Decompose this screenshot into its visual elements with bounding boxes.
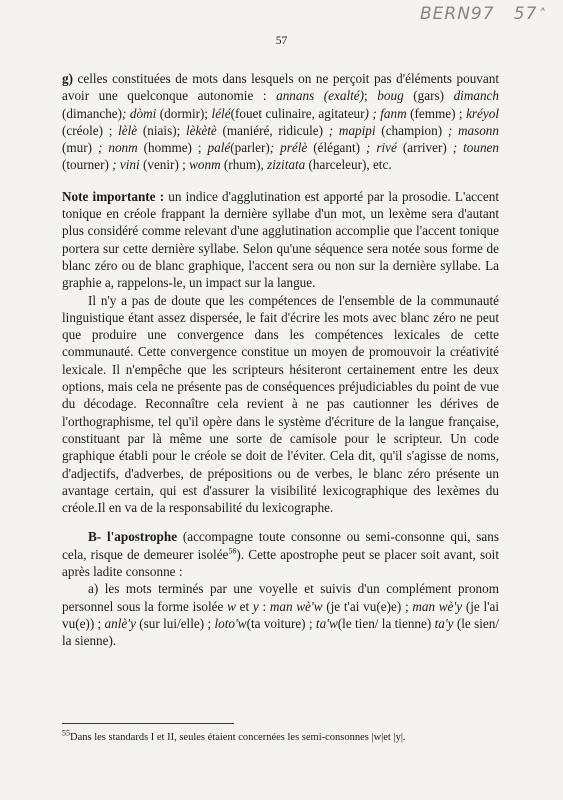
note-label: Note importante : — [62, 188, 165, 204]
note-paragraph — [62, 188, 499, 292]
item-label-g: g) — [62, 71, 73, 86]
archive-ref-code: BERN97 — [420, 4, 495, 24]
footnote-text: Dans les standards I et II, seules étaient concernées les semi-consonnes |w|et |y|. — [70, 732, 406, 743]
check-mark-icon: ˄ — [537, 7, 546, 23]
item-label-a: a) — [88, 581, 99, 597]
paragraph-doute: Il n'y a pas de doute que les compétences de l'ensemble de la communauté linguistique étant assez dispersée, le fait d'écrire les mots avec blanc zéro ne peut que produire une convergence dans les compétences lexicales de cette communauté. Cette convergence constitue un moyen de promouvoir la créativité lexicale. Il n'empêche que les scripteurs hésiteront certainement entre les deux options, mais cela ne présente pas de conséquences préjudiciables du point de vue du décodage. Reconnaître cela revient à ne pas cautionner les dérives de l'orthographisme, tel qu'il opère dans le système d'écriture de la langue française, constituant par là même une sorte de camisole pour le scripteur. Un code graphique établi pour le créole se doit de l'éviter. Cela dit, qu'il s'agisse de noms, d'adjectifs, d'adverbes, de prépositions ou de verbes, le blanc zéro présente un avantage certain, qui est d'assurer la visibilité lexicographique des lexèmes du créole.Il en va de la responsabilité du lexicographe. — [62, 292, 499, 516]
footnote-number: 55 — [62, 728, 70, 738]
page-number: 57 — [275, 35, 288, 47]
archive-reference — [420, 4, 563, 32]
section-b-title: B- l'apostrophe — [88, 529, 178, 545]
body-text — [62, 70, 499, 650]
paragraph-g: g) celles constituées de mots dans lesquels on ne perçoit pas d'éléments pouvant avoir une quelconque autonomie : annans (exalté); boug (gars) dimanch (dimanche); dòmi (dormir); lélé(fouet culinaire, agitateur) ; fanm (femme) ; kréyol (créole) ; lèlè (niais); lèkètè (maniéré, ridicule) ; mapipi (champion) ; masonn (mur) ; nonm (homme) ; palé(parler); prélè (élégant) ; rivé (arriver) ; tounen (tourner) ; vini (venir) ; wonm (rhum), zizitata (harceleur), etc. — [62, 71, 500, 173]
note-text: un indice d'agglutination est apporté par la prosodie. L'accent tonique en créole frappant la dernière syllabe d'un mot, un lexème sera d'autant plus considéré comme relevant d'une agglutination accomplie que l'accent tonique portera sur cette dernière syllabe. Selon qu'une séquence sera notée sous forme de blanc zéro ou de blanc graphique, l'accent sera ou non sur la dernière syllabe. La graphie a, rappelons-le, un impact sur la langue. — [62, 188, 499, 291]
section-b-paragraph: B- l'apostrophe (accompagne toute consonne ou semi-consonne qui, sans cela, risque de demeurer isolée$^{56}$). Cette apostrophe peut se placer soit avant, soit après ladite consonne : — [62, 529, 499, 580]
paragraph-a: a) les mots terminés par une voyelle et suivis d'un complément pronom personnel sous la forme isolée w et y : man wè'w (je t'ai vu(e)e) ; man wè'y (je l'ai vu(e)) ; anlè'y (sur lui/elle) ; loto'w(ta voiture) ; ta'w(le tien/ la tienne) ta'y (le sien/ la sienne). — [62, 581, 499, 649]
footnote-divider — [62, 723, 234, 724]
footnote-reference: 56 — [228, 546, 237, 556]
archive-ref-page: 57 — [513, 4, 538, 24]
footnote — [62, 728, 502, 744]
